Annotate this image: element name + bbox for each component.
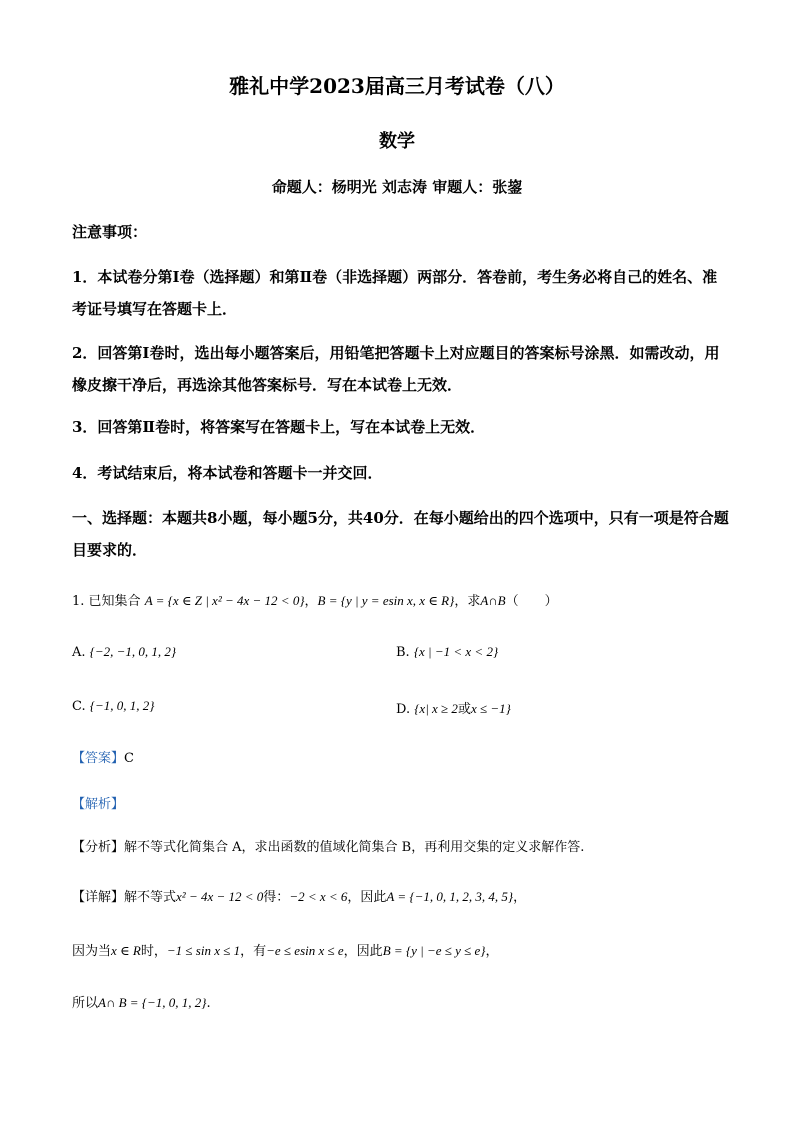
question-1-comma: ， bbox=[304, 594, 318, 609]
line2-text-2: 时， bbox=[140, 944, 167, 959]
xj-text-2: 得： bbox=[263, 890, 290, 905]
line2-set-b: B = {y | −e ≤ y ≤ e} bbox=[382, 943, 486, 958]
section-heading: 一、选择题：本题共8小题，每小题5分，共40分．在每小题给出的四个选项中，只有一项是符合题目要求的． bbox=[72, 509, 729, 559]
xiangjie-line-3 bbox=[72, 992, 211, 1011]
fenxi-line bbox=[72, 836, 584, 855]
intersection-target: A∩B bbox=[480, 593, 506, 608]
exam-title: 雅礼中学2023届高三月考试卷（八） bbox=[229, 74, 565, 98]
answer-paren: （ ） bbox=[505, 594, 558, 609]
fenxi-text: 解不等式化简集合 A，求出函数的值域化简集合 B，再利用交集的定义求解作答. bbox=[124, 840, 585, 855]
option-a-value: {−2, −1, 0, 1, 2} bbox=[89, 644, 177, 659]
xiangjie-tag: 【详解】 bbox=[72, 890, 125, 905]
xj-inequality: x² − 4x − 12 < 0 bbox=[176, 889, 264, 904]
answer-line bbox=[72, 747, 134, 766]
option-d-label: D. bbox=[396, 702, 411, 717]
option-b-value: {x | −1 < x < 2} bbox=[413, 644, 499, 659]
notice-item-4: 4．考试结束后，将本试卷和答题卡一并交回． bbox=[72, 464, 383, 482]
option-b-label: B. bbox=[396, 645, 410, 660]
notice-item-2: 2．回答第Ⅰ卷时，选出每小题答案后，用铅笔把答题卡上对应题目的答案标号涂黑．如需改动，用橡皮擦干净后，再选涂其他答案标号．写在本试卷上无效． bbox=[72, 344, 720, 394]
option-d-value-part1: {x| x ≥ 2 bbox=[414, 701, 458, 716]
xj-text-3: ，因此 bbox=[347, 890, 387, 905]
xiangjie-line-2 bbox=[72, 940, 499, 959]
line2-text-3: ，有 bbox=[240, 944, 267, 959]
line2-esin-bound: −e ≤ esin x ≤ e bbox=[266, 943, 344, 958]
line2-text-1: 因为当 bbox=[72, 944, 112, 959]
answer-value: C bbox=[124, 751, 134, 766]
line3-text-2: . bbox=[206, 996, 211, 1011]
line2-condition: x ∈ R bbox=[111, 943, 141, 958]
notice-item-1: 1．本试卷分第Ⅰ卷（选择题）和第Ⅱ卷（非选择题）两部分．答卷前，考生务必将自己的姓名、准考证号填写在答题卡上． bbox=[72, 268, 718, 318]
analysis-tag: 【解析】 bbox=[72, 797, 125, 812]
line2-text-4: ，因此 bbox=[343, 944, 383, 959]
line3-result: A∩ B = {−1, 0, 1, 2} bbox=[98, 995, 207, 1010]
xj-text-4: ， bbox=[513, 890, 527, 905]
option-b[interactable] bbox=[396, 644, 498, 660]
xiangjie-line-1 bbox=[72, 886, 526, 905]
option-a-label: A. bbox=[72, 645, 86, 660]
xj-set-a: A = {−1, 0, 1, 2, 3, 4, 5} bbox=[386, 889, 514, 904]
option-a[interactable] bbox=[72, 644, 176, 660]
notice-heading: 注意事项： bbox=[72, 223, 148, 241]
analysis-line bbox=[72, 793, 124, 812]
line2-text-5: ， bbox=[485, 944, 499, 959]
answer-tag: 【答案】 bbox=[72, 751, 125, 766]
question-1-ask: ，求 bbox=[454, 594, 481, 609]
option-c[interactable] bbox=[72, 698, 154, 714]
subject-title: 数学 bbox=[379, 131, 415, 152]
line2-sin-bound: −1 ≤ sin x ≤ 1 bbox=[166, 943, 241, 958]
set-a-definition: A = {x ∈ Z | x² − 4x − 12 < 0} bbox=[144, 593, 305, 608]
option-d[interactable] bbox=[396, 698, 511, 717]
question-1 bbox=[72, 590, 558, 609]
option-c-value: {−1, 0, 1, 2} bbox=[89, 698, 155, 713]
line3-text-1: 所以 bbox=[72, 996, 99, 1011]
option-d-value-part2: x ≤ −1} bbox=[470, 701, 511, 716]
fenxi-tag: 【分析】 bbox=[72, 840, 125, 855]
xj-text-1: 解不等式 bbox=[124, 890, 177, 905]
notice-item-3: 3．回答第Ⅱ卷时，将答案写在答题卡上，写在本试卷上无效． bbox=[72, 418, 486, 436]
authors-line: 命题人：杨明光 刘志涛 审题人：张鋆 bbox=[271, 178, 523, 196]
option-c-label: C. bbox=[72, 699, 86, 714]
set-b-definition: B = {y | y = esin x, x ∈ R} bbox=[317, 593, 455, 608]
question-1-prefix: 1. 已知集合 bbox=[72, 594, 141, 609]
xj-range: −2 < x < 6 bbox=[289, 889, 348, 904]
option-d-or: 或 bbox=[457, 702, 471, 717]
